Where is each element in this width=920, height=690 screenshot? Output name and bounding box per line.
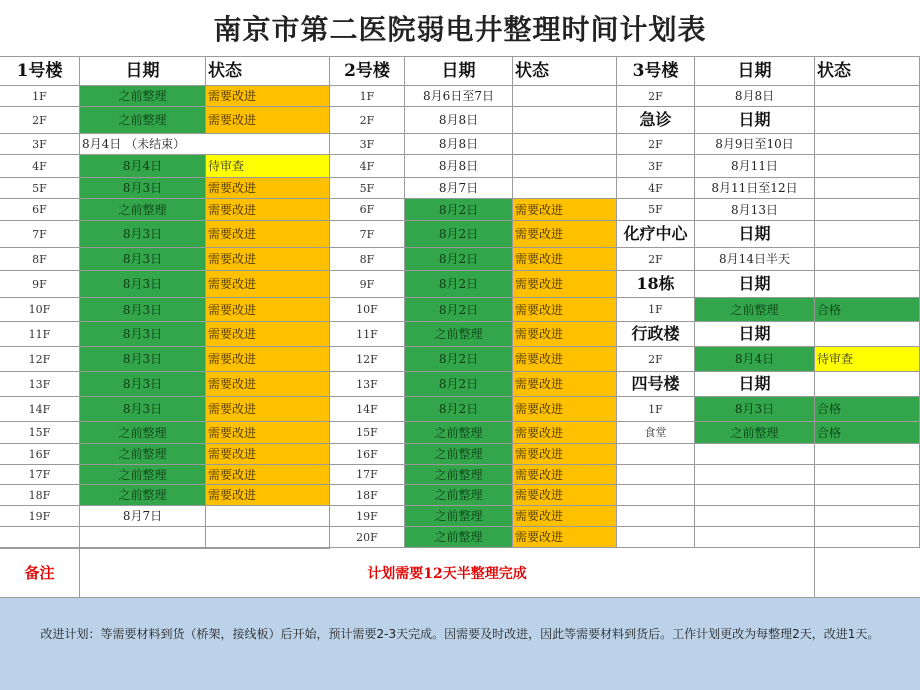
building3-row-status: 待审查	[815, 347, 920, 372]
building3-blank-floor	[617, 465, 695, 485]
building2-row-floor: 10F	[330, 298, 405, 322]
building3-row-floor: 2F	[617, 134, 695, 155]
building3-row-date: 8月11日至12日	[695, 178, 815, 199]
building1-row-date: 8月3日	[80, 221, 206, 248]
building3-blank-date	[695, 485, 815, 506]
building2-row-date: 8月7日	[405, 178, 513, 199]
building2-row-status: 需要改进	[513, 271, 617, 298]
building2-row-floor: 7F	[330, 221, 405, 248]
building3-row-date: 8月8日	[695, 86, 815, 107]
building2-row-floor: 15F	[330, 422, 405, 444]
building1-row-floor: 3F	[0, 134, 80, 155]
improvement-plan-footer: 改进计划：等需要材料到货（桥架，接线板）后开始，预计需要2-3天完成。因需要及时改进，因此等需要材料到货后。工作计划更改为每整理2天，改进1天。	[0, 598, 920, 690]
building3-blank-date	[695, 527, 815, 548]
building1-row-floor: 14F	[0, 397, 80, 422]
building1-row-status: 需要改进	[206, 221, 330, 248]
building1-row-floor: 6F	[0, 199, 80, 221]
building3-header-floor: 3号楼	[617, 57, 695, 86]
building3-row-status	[815, 86, 920, 107]
building2-row-floor: 4F	[330, 155, 405, 178]
building2-row-status: 需要改进	[513, 485, 617, 506]
building1-header-date: 日期	[80, 57, 206, 86]
building2-header-date: 日期	[405, 57, 513, 86]
building2-row-date: 之前整理	[405, 465, 513, 485]
building3-row-floor: 2F	[617, 347, 695, 372]
building2-row-date: 8月8日	[405, 107, 513, 134]
building1-row-floor: 10F	[0, 298, 80, 322]
building1-row-status: 需要改进	[206, 347, 330, 372]
building1-row-floor: 15F	[0, 422, 80, 444]
building3-row-status	[815, 248, 920, 271]
building3-row-status	[815, 155, 920, 178]
building3-row-status	[815, 322, 920, 347]
building1-row-date: 8月3日	[80, 248, 206, 271]
building2-row-date: 8月2日	[405, 221, 513, 248]
building2-row-status: 需要改进	[513, 397, 617, 422]
building3-row-date: 8月9日至10日	[695, 134, 815, 155]
building3-row-date: 日期	[695, 372, 815, 397]
building1-row-date: 之前整理	[80, 444, 206, 465]
building2-row-floor: 2F	[330, 107, 405, 134]
building3-blank-floor	[617, 485, 695, 506]
building1-row-status: 需要改进	[206, 298, 330, 322]
building3-row-date: 之前整理	[695, 422, 815, 444]
building3-row-floor: 2F	[617, 86, 695, 107]
building2-row-floor: 13F	[330, 372, 405, 397]
building3-row-floor: 3F	[617, 155, 695, 178]
building3-row-date: 8月13日	[695, 199, 815, 221]
building1-row-floor	[0, 527, 80, 548]
building2-row-date: 8月2日	[405, 372, 513, 397]
building2-row-status: 需要改进	[513, 372, 617, 397]
building1-row-status: 需要改进	[206, 199, 330, 221]
building1-row-floor: 4F	[0, 155, 80, 178]
building2-row-floor: 19F	[330, 506, 405, 527]
building1-row-floor: 1F	[0, 86, 80, 107]
building1-row-floor: 18F	[0, 485, 80, 506]
building2-row-floor: 8F	[330, 248, 405, 271]
building1-row-date: 8月3日	[80, 271, 206, 298]
building2-row-status: 需要改进	[513, 221, 617, 248]
building3-row-floor: 2F	[617, 248, 695, 271]
building1-row-floor: 2F	[0, 107, 80, 134]
building1-row-status: 需要改进	[206, 248, 330, 271]
building3-row-date: 日期	[695, 221, 815, 248]
building1-row-floor: 8F	[0, 248, 80, 271]
building3-row-floor: 1F	[617, 298, 695, 322]
building2-row-status	[513, 107, 617, 134]
building1-row-status: 待审查	[206, 155, 330, 178]
building1-row-date: 8月3日	[80, 372, 206, 397]
building3-row-status	[815, 199, 920, 221]
note-text: 计划需要12天半整理完成	[80, 548, 815, 598]
building1-row-floor: 7F	[0, 221, 80, 248]
building1-row-floor: 9F	[0, 271, 80, 298]
building1-row-status: 需要改进	[206, 485, 330, 506]
building2-row-status	[513, 86, 617, 107]
building1-row-date: 8月7日	[80, 506, 206, 527]
building3-blank-status	[815, 444, 920, 465]
building1-row-date: 之前整理	[80, 465, 206, 485]
building3-row-status	[815, 221, 920, 248]
building1-row-date: 8月3日	[80, 397, 206, 422]
building3-row-floor: 四号楼	[617, 372, 695, 397]
building2-row-date: 8月2日	[405, 271, 513, 298]
building2-row-floor: 14F	[330, 397, 405, 422]
building1-header-status: 状态	[206, 57, 330, 86]
building2-row-status: 需要改进	[513, 527, 617, 548]
building3-row-date: 日期	[695, 271, 815, 298]
building1-row-status: 需要改进	[206, 271, 330, 298]
building2-header-floor: 2号楼	[330, 57, 405, 86]
building2-row-date: 之前整理	[405, 444, 513, 465]
building2-row-status	[513, 134, 617, 155]
building2-row-floor: 5F	[330, 178, 405, 199]
building3-row-floor: 4F	[617, 178, 695, 199]
building3-blank-status	[815, 485, 920, 506]
building1-row-status: 需要改进	[206, 422, 330, 444]
building1-row-date: 8月3日	[80, 347, 206, 372]
building2-row-status: 需要改进	[513, 199, 617, 221]
building3-header-date: 日期	[695, 57, 815, 86]
building2-row-status: 需要改进	[513, 347, 617, 372]
building3-row-status: 合格	[815, 298, 920, 322]
building1-row-floor: 11F	[0, 322, 80, 347]
building1-row-floor: 17F	[0, 465, 80, 485]
building3-row-date: 日期	[695, 322, 815, 347]
building2-row-date: 8月2日	[405, 248, 513, 271]
building1-row-floor: 16F	[0, 444, 80, 465]
building3-row-date: 日期	[695, 107, 815, 134]
building3-blank-status	[815, 506, 920, 527]
building2-row-date: 8月8日	[405, 155, 513, 178]
note-end-cell	[815, 548, 920, 598]
building3-row-status	[815, 372, 920, 397]
building2-row-date: 8月2日	[405, 397, 513, 422]
building2-row-floor: 16F	[330, 444, 405, 465]
building3-row-status	[815, 178, 920, 199]
building1-row-status: 需要改进	[206, 372, 330, 397]
building2-row-floor: 12F	[330, 347, 405, 372]
building2-row-status: 需要改进	[513, 506, 617, 527]
building3-row-floor: 18栋	[617, 271, 695, 298]
building1-row-status: 需要改进	[206, 322, 330, 347]
building3-blank-status	[815, 527, 920, 548]
building3-row-floor: 5F	[617, 199, 695, 221]
building3-blank-date	[695, 506, 815, 527]
building1-row-date: 之前整理	[80, 86, 206, 107]
building3-row-status	[815, 134, 920, 155]
building2-row-date: 之前整理	[405, 422, 513, 444]
building1-row-status: 需要改进	[206, 86, 330, 107]
building1-row-date	[80, 527, 206, 548]
building3-row-status: 合格	[815, 397, 920, 422]
building1-row-date: 之前整理	[80, 107, 206, 134]
building1-header-floor: 1号楼	[0, 57, 80, 86]
building1-row-floor: 13F	[0, 372, 80, 397]
building3-row-status	[815, 107, 920, 134]
building3-row-date: 之前整理	[695, 298, 815, 322]
building2-row-date: 之前整理	[405, 485, 513, 506]
building1-row-floor: 12F	[0, 347, 80, 372]
building3-blank-floor	[617, 527, 695, 548]
building3-row-floor: 1F	[617, 397, 695, 422]
building1-row-status: 需要改进	[206, 444, 330, 465]
building2-row-floor: 3F	[330, 134, 405, 155]
building3-row-floor: 食堂	[617, 422, 695, 444]
building1-row-status: 需要改进	[206, 397, 330, 422]
building2-row-status: 需要改进	[513, 465, 617, 485]
building2-row-date: 8月2日	[405, 298, 513, 322]
building2-row-floor: 18F	[330, 485, 405, 506]
building2-row-date: 8月2日	[405, 199, 513, 221]
building1-row-date: 之前整理	[80, 485, 206, 506]
building1-row-status	[206, 527, 330, 548]
building2-row-floor: 17F	[330, 465, 405, 485]
building3-row-floor: 急诊	[617, 107, 695, 134]
building3-blank-date	[695, 465, 815, 485]
building1-row-date: 8月3日	[80, 298, 206, 322]
note-label: 备注	[0, 548, 80, 598]
building2-row-floor: 20F	[330, 527, 405, 548]
building1-row-status	[206, 506, 330, 527]
building3-row-status: 合格	[815, 422, 920, 444]
building2-row-status: 需要改进	[513, 248, 617, 271]
building3-row-date: 8月4日	[695, 347, 815, 372]
building2-row-floor: 6F	[330, 199, 405, 221]
building1-row-status: 需要改进	[206, 107, 330, 134]
building2-row-status: 需要改进	[513, 444, 617, 465]
building2-row-date: 之前整理	[405, 322, 513, 347]
building2-row-date: 之前整理	[405, 506, 513, 527]
building1-row-date: 8月4日	[80, 155, 206, 178]
page-title: 南京市第二医院弱电井整理时间计划表	[0, 0, 920, 57]
building2-row-status: 需要改进	[513, 322, 617, 347]
building1-row-date: 之前整理	[80, 422, 206, 444]
building2-header-status: 状态	[513, 57, 617, 86]
building3-header-status: 状态	[815, 57, 920, 86]
building2-row-status	[513, 178, 617, 199]
building1-row-status: 需要改进	[206, 178, 330, 199]
building3-blank-floor	[617, 444, 695, 465]
building3-row-date: 8月14日半天	[695, 248, 815, 271]
building1-row-date: 之前整理	[80, 199, 206, 221]
building1-row-floor: 19F	[0, 506, 80, 527]
building2-row-date: 8月6日至7日	[405, 86, 513, 107]
building1-row-floor: 5F	[0, 178, 80, 199]
building1-row-date: 8月4日 （未结束）	[80, 134, 330, 155]
building1-row-date: 8月3日	[80, 178, 206, 199]
building2-row-status: 需要改进	[513, 298, 617, 322]
building1-row-status: 需要改进	[206, 465, 330, 485]
building2-row-date: 8月8日	[405, 134, 513, 155]
building3-blank-status	[815, 465, 920, 485]
building3-blank-date	[695, 444, 815, 465]
building3-row-date: 8月3日	[695, 397, 815, 422]
building3-row-floor: 化疗中心	[617, 221, 695, 248]
building2-row-floor: 9F	[330, 271, 405, 298]
building2-row-floor: 1F	[330, 86, 405, 107]
building3-row-floor: 行政楼	[617, 322, 695, 347]
building3-row-status	[815, 271, 920, 298]
building1-row-date: 8月3日	[80, 322, 206, 347]
building3-blank-floor	[617, 506, 695, 527]
building3-row-date: 8月11日	[695, 155, 815, 178]
building2-row-date: 之前整理	[405, 527, 513, 548]
building2-row-status: 需要改进	[513, 422, 617, 444]
building2-row-date: 8月2日	[405, 347, 513, 372]
building2-row-status	[513, 155, 617, 178]
building2-row-floor: 11F	[330, 322, 405, 347]
